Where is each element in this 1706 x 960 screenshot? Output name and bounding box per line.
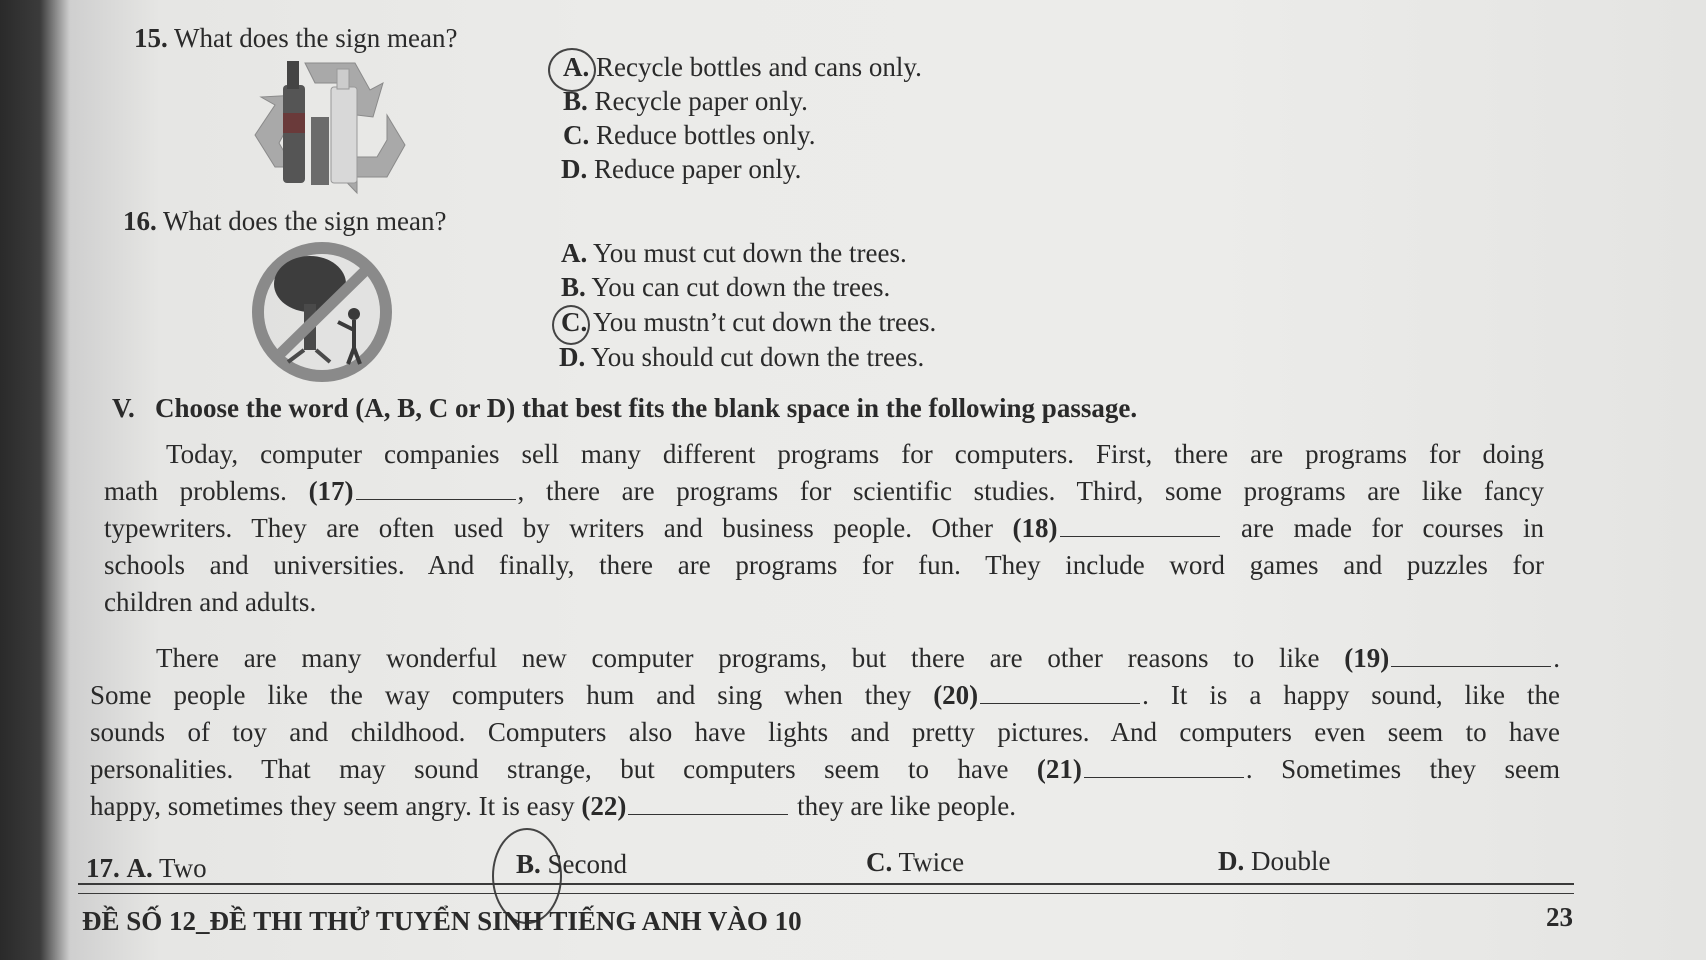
q15-option-a-text: Recycle bottles and cans only. [596,52,922,82]
blank-19[interactable] [1391,665,1551,667]
text-segment: math problems. [104,476,309,506]
q15-option-b-text: Recycle paper only. [594,86,808,116]
q17-option-a[interactable] [86,852,207,884]
blank-21[interactable] [1084,776,1244,778]
q16-option-c-letter: C. [561,307,588,337]
passage2-line [90,751,1560,788]
passage1-line: children and adults. [104,587,317,617]
q17-option-c[interactable] [866,846,964,878]
blank-22[interactable] [628,813,788,815]
blank-number-18: (18) [1012,513,1058,543]
q16-option-d-letter: D. [559,342,586,372]
no-cutting-trees-sign-image [250,242,395,382]
q15-option-d-letter: D. [561,154,588,184]
q17-option-d[interactable] [1218,845,1330,877]
q17-option-d-text: Double [1251,846,1331,876]
q15-option-b-letter: B. [563,86,588,116]
text-segment: There are many wonderful new computer programs, but there are other reasons to like [156,643,1345,673]
text-segment: Some people like the way computers hum and sing when they [90,680,934,710]
text-segment: happy, sometimes they seem angry. It is easy [90,791,582,821]
text-segment: . [1553,643,1560,673]
section-instruction: Choose the word (A, B, C or D) that best fits the blank space in the following passage. [155,393,1138,423]
q16-option-c[interactable] [561,306,936,338]
q15-question [134,22,457,54]
blank-number-21: (21) [1036,754,1082,784]
q15-question-text: What does the sign mean? [174,23,458,53]
q15-number: 15. [134,23,168,53]
blank-17[interactable] [356,498,516,500]
blank-20[interactable] [980,702,1140,704]
q15-option-a-letter: A. [563,52,590,82]
passage1-line: Today, computer companies sell many different programs for computers. First, there are programs for doing [166,439,1544,469]
q17-option-b-text: Second [547,849,627,879]
footer-rule-bottom [78,893,1574,894]
q16-question-text: What does the sign mean? [163,206,447,236]
q15-option-a[interactable] [563,51,922,83]
passage2-line: sounds of toy and childhood. Computers also have lights and pretty pictures. And computers even seem to have [90,717,1560,747]
q17-option-b[interactable] [516,848,627,880]
blank-number-20: (20) [933,680,979,710]
text-segment: they are like people. [790,791,1017,821]
blank-number-22: (22) [581,791,627,821]
q15-option-c-letter: C. [563,120,590,150]
q15-option-b[interactable] [563,85,808,117]
passage2-line [90,640,1560,677]
q16-option-c-text: You mustn’t cut down the trees. [593,307,937,337]
passage1-line: schools and universities. And finally, there are programs for fun. They include word games and puzzles for [104,550,1544,580]
q16-question [123,205,446,237]
passage-paragraph-1 [104,436,1544,621]
q16-option-b[interactable] [561,271,890,303]
blank-18[interactable] [1060,535,1220,537]
text-segment: personalities. That may sound strange, but computers seem to have [90,754,1037,784]
q17-option-c-letter: C. [866,847,893,877]
passage-paragraph-2 [90,640,1560,825]
text-segment: are made for courses in [1221,513,1544,543]
q15-option-c-text: Reduce bottles only. [596,120,816,150]
section-roman: V. [112,393,135,423]
q16-option-a[interactable] [561,237,907,269]
q17-option-a-text: Two [159,853,207,883]
q17-number: 17. [86,853,120,883]
text-segment: . It is a happy sound, like the [1142,680,1561,710]
blank-number-17: (17) [308,476,354,506]
section-v-heading [112,392,1137,424]
recycle-sign-image [245,55,415,195]
passage2-line [90,677,1560,714]
blank-number-19: (19) [1344,643,1390,673]
q15-option-d-text: Reduce paper only. [594,154,802,184]
footer-title: ĐỀ SỐ 12_ĐỀ THI THỬ TUYỂN SINH TIẾNG ANH VÀO 10 [82,906,802,936]
q16-option-b-letter: B. [561,272,586,302]
q16-option-d[interactable] [559,341,924,373]
q16-option-a-text: You must cut down the trees. [593,238,907,268]
footer-rule-top [78,883,1574,885]
q17-option-c-text: Twice [898,847,965,877]
text-segment: , there are programs for scientific studies. Third, some programs are like fancy [517,476,1544,506]
passage1-line [104,473,1544,510]
q16-option-d-text: You should cut down the trees. [591,342,925,372]
q17-option-d-letter: D. [1218,846,1245,876]
q16-option-a-letter: A. [561,238,588,268]
text-segment: typewriters. They are often used by writers and business people. Other [104,513,1013,543]
passage1-line [104,510,1544,547]
text-segment: . Sometimes they seem [1245,754,1560,784]
q15-option-c[interactable] [563,119,815,151]
q16-number: 16. [123,206,157,236]
q17-option-b-letter: B. [516,849,541,879]
page-number: 23 [1546,902,1573,932]
q16-option-b-text: You can cut down the trees. [591,272,891,302]
q17-option-a-letter: A. [126,853,153,883]
passage2-line [90,788,1560,825]
q15-option-d[interactable] [561,153,801,185]
